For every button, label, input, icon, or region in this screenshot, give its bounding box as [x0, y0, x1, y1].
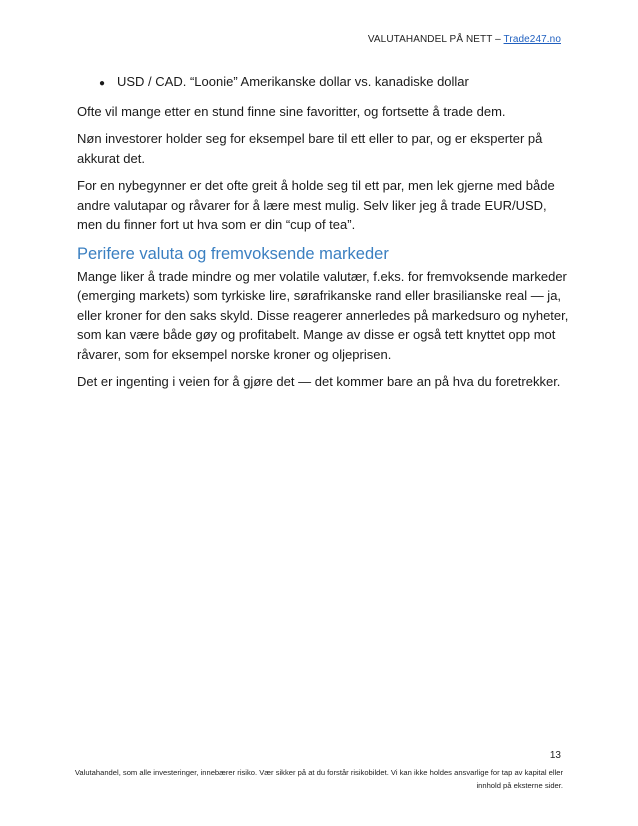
paragraph: Nøn investorer holder seg for eksempel bare til ett eller to par, og er eksperter på akkurat det. — [77, 131, 543, 166]
paragraph: Ofte vil mange etter en stund finne sine favoritter, og fortsette å trade dem. — [77, 103, 506, 119]
header-link[interactable]: Trade247.no — [503, 34, 561, 45]
list-item — [99, 72, 569, 94]
footer-disclaimer: Valutahandel, som alle investeringer, innebærer risiko. Vær sikker på at du forstår risikobildet. Vi kan ikke holdes ansvarlige for tap av kapital eller innhold på eksterne sider. — [74, 768, 563, 790]
bullet-icon: ● — [99, 78, 106, 89]
header-title: VALUTAHANDEL PÅ NETT – — [367, 34, 504, 45]
paragraph: Mange liker å trade mindre og mer volatile valutær, f.eks. for fremvoksende markeder (emerging markets) som tyrkiske lire, sørafrikanske rand eller brasilianske real — ja, eller kroner for den saks skyld. Disse reagerer annerledes på markedsuro og nyheter, som kan være både gøy og profitabelt. Mange av disse er også tett knyttet opp mot råvarer, som for eksempel norske kroner og oljeprisen. — [77, 268, 569, 362]
page-header — [368, 34, 561, 45]
page-content — [77, 72, 569, 400]
paragraph: Det er ingenting i veien for å gjøre det — det kommer bare an på hva du foretrekker. — [77, 374, 561, 389]
list-item-text: USD / CAD. “Loonie” Amerikanske dollar vs. kanadiske dollar — [117, 74, 469, 89]
section-heading: Perifere valuta og fremvoksende markeder — [77, 244, 389, 263]
page-number: 13 — [549, 750, 561, 761]
paragraph: For en nybegynner er det ofte greit å holde seg til ett par, men lek gjerne med både andre valutapar og råvarer for å lære mest mulig. Selv liker jeg å trade EUR/USD, men du finner fort ut hva som er din “cup of tea”. — [77, 178, 555, 232]
